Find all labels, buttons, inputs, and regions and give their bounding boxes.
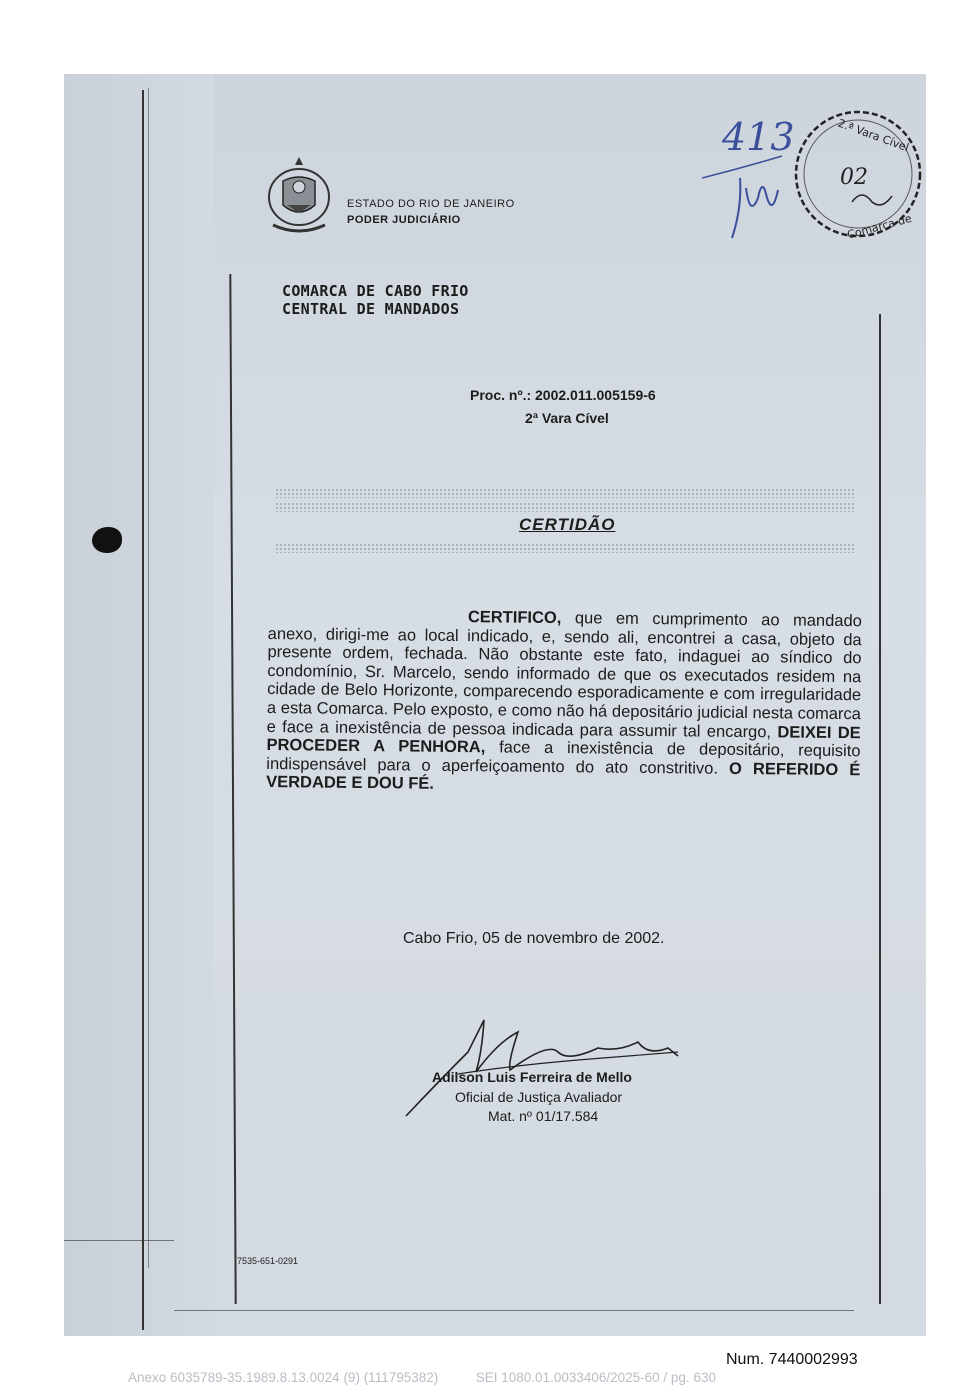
bottom-edge-line	[174, 1310, 854, 1311]
form-code: 7535-651-0291	[237, 1256, 299, 1266]
state-name: ESTADO DO RIO DE JANEIRO	[347, 198, 515, 210]
court-stamp	[788, 84, 938, 264]
svg-text:Comarca de: Comarca de	[845, 211, 914, 242]
process-number: Proc. nº.: 2002.011.005159-6	[470, 387, 656, 403]
ink-blot	[92, 527, 122, 553]
stamp-handwritten-number: 02	[840, 165, 868, 190]
document-title: CERTIDÃO	[519, 515, 616, 534]
judicial-branch: PODER JUDICIÁRIO	[347, 214, 461, 226]
underlying-page-strip	[64, 74, 214, 1336]
body-text-part1: que em cumprimento ao mandado anexo, dirigi-me ao local indicado, e, sendo ali, encontrei a casa, objeto da presente ordem, fechada. Não obstante este fato, indaguei ao síndico do condomínio, Sr. Marcelo, sendo informado de que os executados residem na cidade de Belo Horizonte, comparecendo esporadicamente e com irregularidade a esta Comarca. Pelo exposto, e como não há depositário judicial nesta comarca e face a inexistência de pessoa indicada para assumir tal encargo,	[266, 609, 862, 741]
signatory-name: Adilson Luis Ferreira de Mello	[432, 1069, 632, 1085]
signatory-role: Oficial de Justiça Avaliador	[455, 1089, 623, 1105]
coat-of-arms-icon	[265, 155, 333, 241]
bottom-edge-line	[64, 1240, 174, 1241]
court-name: 2ª Vara Cível	[525, 410, 609, 426]
handwritten-signature	[398, 1012, 688, 1122]
dotted-band	[275, 488, 855, 498]
comarca-unit: CENTRAL DE MANDADOS	[282, 300, 460, 318]
folio-number-handwritten	[702, 98, 802, 248]
body-text-part2: face a inexistência de depositário, requisito indispensável para o aperfeiçoamento do ato constritivo.	[266, 738, 861, 778]
dotted-band	[275, 543, 855, 553]
signatory-registration: Mat. nº 01/17.584	[488, 1108, 599, 1124]
svg-text:2.ª Vara Cível: 2.ª Vara Cível	[836, 116, 911, 155]
frame-line-left	[229, 274, 236, 1304]
folio-number: 413	[722, 115, 795, 159]
footer-reference: Anexo 6035789-35.1989.8.13.0024 (9) (111795382) SEI 1080.01.0033406/2025-60 / pg. 630	[128, 1370, 716, 1385]
certificate-body	[266, 606, 862, 798]
comarca-name: COMARCA DE CABO FRIO	[282, 282, 469, 300]
dotted-band	[275, 502, 855, 512]
body-emphasis-closing: O REFERIDO É VERDADE E DOU FÉ.	[266, 759, 861, 794]
body-lead: CERTIFICO,	[467, 608, 562, 628]
document-number: Num. 7440002993	[726, 1351, 858, 1368]
page-fold-line	[142, 90, 144, 1330]
body-emphasis-penhora: DEIXEI DE PROCEDER A PENHORA,	[266, 722, 861, 757]
date-line: Cabo Frio, 05 de novembro de 2002.	[403, 930, 665, 947]
frame-line-right	[879, 314, 881, 1304]
page-fold-line	[148, 88, 149, 1268]
